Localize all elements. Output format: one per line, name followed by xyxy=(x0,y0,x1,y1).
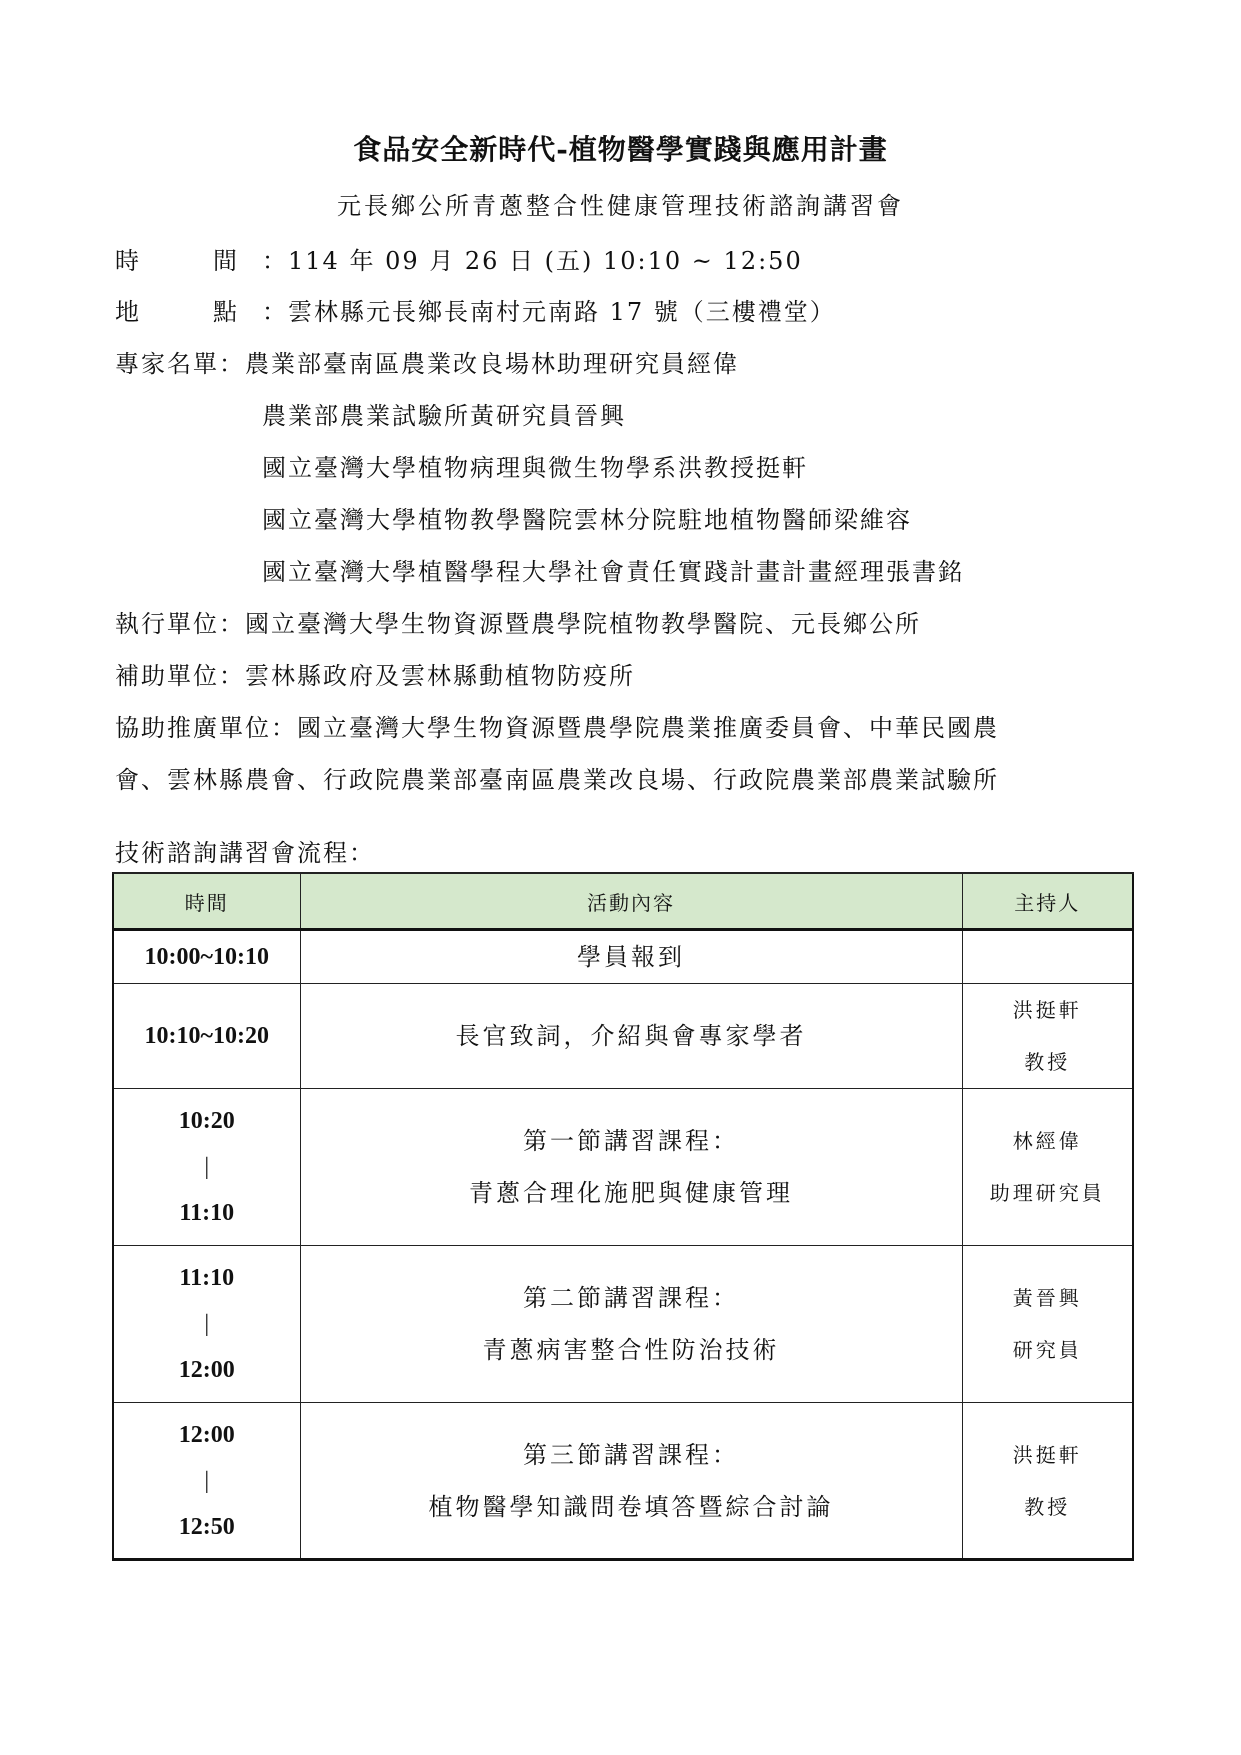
schedule-activity: 青蔥病害整合性防治技術 xyxy=(482,1336,780,1364)
place-line xyxy=(115,292,836,327)
schedule-table xyxy=(112,872,1134,1561)
schedule-activity-cell xyxy=(300,1246,962,1403)
sponsor-value: 雲林縣政府及雲林縣動植物防疫所 xyxy=(245,662,635,690)
sponsor-line xyxy=(115,656,635,691)
schedule-time: 10:20 xyxy=(178,1108,235,1134)
schedule-activity-cell xyxy=(300,930,962,984)
expert-item: 國立臺灣大學植物病理與微生物學系洪教授挺軒 xyxy=(262,454,808,482)
executor-value: 國立臺灣大學生物資源暨農學院植物教學醫院、元長鄉公所 xyxy=(245,610,921,638)
place-value: 雲林縣元長鄉長南村元南路 17 號（三樓禮堂） xyxy=(288,298,836,326)
schedule-host-cell xyxy=(962,1089,1133,1246)
schedule-activity-cell xyxy=(300,1089,962,1246)
schedule-time-cell xyxy=(113,984,300,1089)
expert-item: 國立臺灣大學植物教學醫院雲林分院駐地植物醫師梁維容 xyxy=(262,506,912,534)
schedule-host: 黃晉興 xyxy=(1012,1286,1082,1310)
table-row xyxy=(113,930,1133,984)
table-row xyxy=(113,1403,1133,1560)
schedule-host: 助理研究員 xyxy=(989,1181,1105,1205)
schedule-activity: 第一節講習課程： xyxy=(523,1127,739,1155)
promoter-value-line2: 會、雲林縣農會、行政院農業部臺南區農業改良場、行政院農業部農業試驗所 xyxy=(115,766,999,794)
schedule-time: 10:10~10:20 xyxy=(144,1023,269,1049)
schedule-header-row xyxy=(113,873,1133,930)
schedule-host-cell xyxy=(962,1246,1133,1403)
schedule-host: 洪挺軒 xyxy=(1012,998,1082,1022)
executor-line xyxy=(115,604,921,639)
header-time: 時間 xyxy=(113,873,300,930)
schedule-activity: 植物醫學知識問卷填答暨綜合討論 xyxy=(428,1492,834,1521)
schedule-time-cell xyxy=(113,1246,300,1403)
promoter-line xyxy=(115,708,999,743)
schedule-time: | xyxy=(204,1154,210,1180)
schedule-time: 12:00 xyxy=(178,1421,235,1448)
schedule-host: 研究員 xyxy=(1012,1338,1082,1362)
document-subtitle: 元長鄉公所青蔥整合性健康管理技術諮詢講習會 xyxy=(337,192,904,220)
time-value: 114 年 09 月 26 日 (五) 10:10 ~ 12:50 xyxy=(288,247,803,275)
time-label-a: 時 xyxy=(115,247,141,275)
schedule-host: 洪挺軒 xyxy=(1012,1442,1082,1467)
schedule-time-cell xyxy=(113,1403,300,1560)
executor-label: 執行單位： xyxy=(115,610,245,638)
schedule-host-cell xyxy=(962,930,1133,984)
time-sep: ： xyxy=(262,247,288,275)
experts-line xyxy=(115,344,739,379)
schedule-activity: 青蔥合理化施肥與健康管理 xyxy=(469,1179,793,1207)
time-line xyxy=(115,241,803,276)
schedule-time: 10:00~10:10 xyxy=(144,944,269,970)
expert-item: 農業部農業試驗所黃研究員晉興 xyxy=(262,402,626,430)
expert-item: 農業部臺南區農業改良場林助理研究員經偉 xyxy=(245,350,739,378)
header-activity: 活動內容 xyxy=(300,873,962,930)
schedule-time: | xyxy=(204,1467,210,1494)
place-sep: ： xyxy=(262,298,288,326)
schedule-time: 12:50 xyxy=(178,1513,235,1540)
schedule-time: 11:10 xyxy=(179,1265,235,1291)
time-label-b: 間 xyxy=(213,247,239,275)
schedule-time: 11:10 xyxy=(179,1200,235,1226)
schedule-host-cell xyxy=(962,984,1133,1089)
schedule-activity: 第三節講習課程： xyxy=(523,1440,739,1469)
schedule-host: 林經偉 xyxy=(1012,1129,1082,1153)
promoter-value-line1: 國立臺灣大學生物資源暨農學院農業推廣委員會、中華民國農 xyxy=(297,714,999,742)
place-label-b: 點 xyxy=(213,298,239,326)
schedule-activity: 第二節講習課程： xyxy=(523,1284,739,1312)
header-host: 主持人 xyxy=(962,873,1133,930)
schedule-time-cell xyxy=(113,1089,300,1246)
schedule-activity-cell xyxy=(300,1403,962,1560)
sponsor-label: 補助單位： xyxy=(115,662,245,690)
schedule-time: | xyxy=(204,1311,210,1337)
experts-label: 專家名單： xyxy=(115,350,245,378)
expert-item: 國立臺灣大學植醫學程大學社會責任實踐計畫計畫經理張書銘 xyxy=(262,558,964,586)
schedule-activity: 學員報到 xyxy=(577,943,685,971)
schedule-activity-cell xyxy=(300,984,962,1089)
table-row xyxy=(113,984,1133,1089)
document-title: 食品安全新時代-植物醫學實踐與應用計畫 xyxy=(353,133,888,166)
table-row xyxy=(113,1089,1133,1246)
schedule-host: 教授 xyxy=(1024,1494,1071,1519)
schedule-time: 12:00 xyxy=(178,1357,235,1383)
place-label-a: 地 xyxy=(115,298,141,326)
schedule-time-cell xyxy=(113,930,300,984)
schedule-activity: 長官致詞，介紹與會專家學者 xyxy=(455,1022,807,1050)
table-row xyxy=(113,1246,1133,1403)
schedule-host: 教授 xyxy=(1024,1050,1071,1074)
schedule-host-cell xyxy=(962,1403,1133,1560)
promoter-label: 協助推廣單位： xyxy=(115,714,297,742)
flow-label: 技術諮詢講習會流程： xyxy=(115,839,375,867)
